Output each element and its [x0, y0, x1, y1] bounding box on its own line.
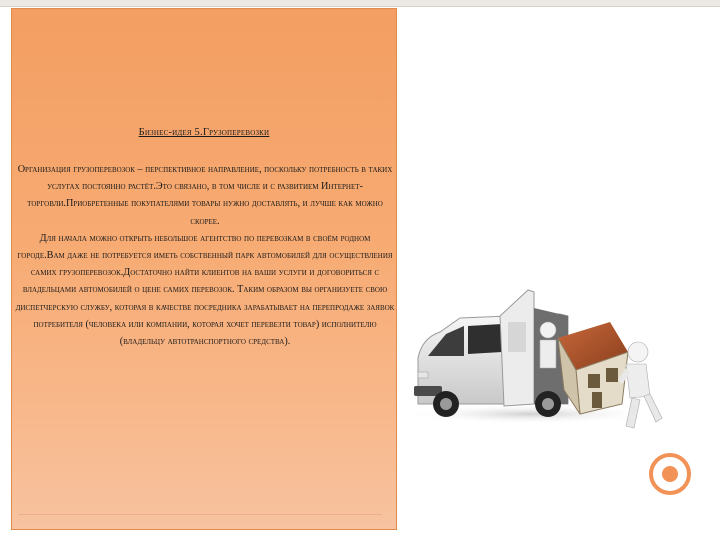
- body-text: [15, 161, 395, 350]
- paragraph-intro: Организация грузоперевозок – перспективное направление, поскольку потребность в таких услугах постоянно растёт.Это связано, в том числе и с развитием Интернет-торговли.Приобретенные покупателями товары нужно доставлять, и лучше как можно скорее.: [17, 164, 393, 227]
- text-panel: [11, 8, 397, 530]
- slide-top-rule: [0, 6, 720, 7]
- moving-van-illustration: [400, 286, 700, 446]
- panel-bottom-rule: [18, 514, 382, 515]
- decorative-circle-icon: [649, 453, 691, 495]
- slide-title: Бизнес-идея 5.Грузоперевозки: [138, 127, 270, 138]
- paragraph-details: Для начала можно открыть небольшое агентство по перевозкам в своём родном городе.Вам даже не потребуется иметь собственный парк автомобилей для осуществления самих грузоперевозок.Достаточно найти клиентов на ваши услуги и договориться с владельцами автомобилей о цене самих перевозок. Таким образом вы организуете свою диспетчерскую службу, которая в качестве посредника зарабатывает на перепродаже заявок потребителя (человека или компании, которая хочет перевезти товар) исполнителю (владельцу автотранспортного средства).: [15, 232, 395, 348]
